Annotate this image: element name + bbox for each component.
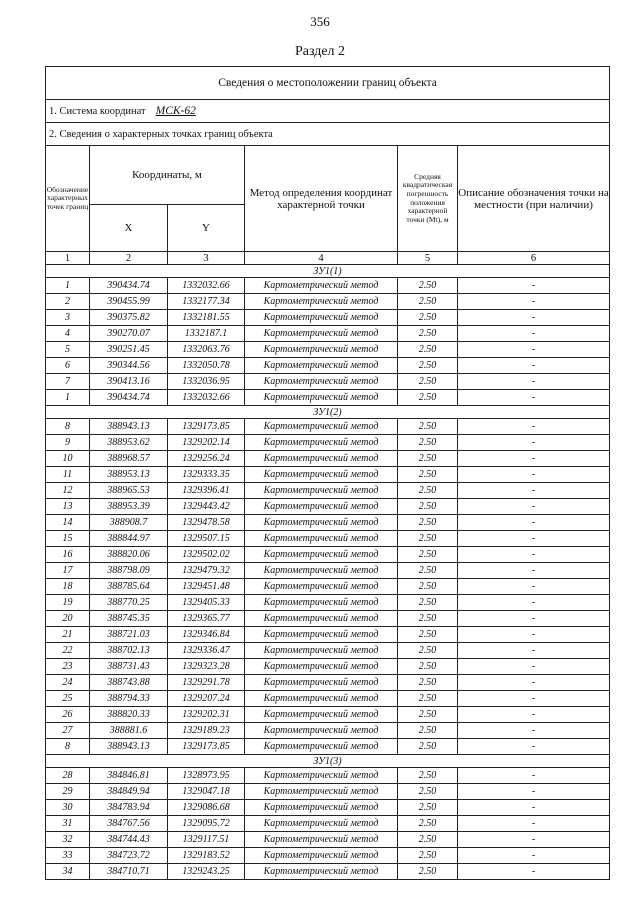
point-id-cell: 12 [46,483,90,499]
method-cell: Картометрический метод [245,723,398,739]
y-cell: 1329478.58 [168,515,245,531]
method-cell: Картометрический метод [245,451,398,467]
x-cell: 388794.33 [90,691,168,707]
x-cell: 384767.56 [90,816,168,832]
table-row [46,659,610,675]
method-cell: Картометрический метод [245,832,398,848]
header-x: X [90,205,168,252]
point-id-cell: 24 [46,675,90,691]
description-cell: - [458,563,610,579]
accuracy-cell: 2.50 [398,294,458,310]
table-row [46,563,610,579]
col-number: 6 [458,252,610,265]
point-id-cell: 22 [46,643,90,659]
accuracy-cell: 2.50 [398,723,458,739]
table-row [46,451,610,467]
x-cell: 388953.13 [90,467,168,483]
y-cell: 1329256.24 [168,451,245,467]
method-cell: Картометрический метод [245,800,398,816]
description-cell: - [458,816,610,832]
point-id-cell: 10 [46,451,90,467]
x-cell: 384846.81 [90,768,168,784]
x-cell: 388798.09 [90,563,168,579]
accuracy-cell: 2.50 [398,374,458,390]
accuracy-cell: 2.50 [398,707,458,723]
col-number: 5 [398,252,458,265]
coord-system-row [46,100,610,123]
x-cell: 384744.43 [90,832,168,848]
method-cell: Картометрический метод [245,419,398,435]
x-cell: 390434.74 [90,390,168,406]
table-row [46,691,610,707]
x-cell: 388820.33 [90,707,168,723]
description-cell: - [458,531,610,547]
description-cell: - [458,390,610,406]
y-cell: 1329202.31 [168,707,245,723]
x-cell: 388702.13 [90,643,168,659]
point-id-cell: 8 [46,739,90,755]
x-cell: 388943.13 [90,739,168,755]
x-cell: 388844.97 [90,531,168,547]
point-id-cell: 23 [46,659,90,675]
table-row [46,739,610,755]
accuracy-cell: 2.50 [398,768,458,784]
table-row [46,595,610,611]
point-id-cell: 4 [46,326,90,342]
points-label: 2. Сведения о характерных точках границ объекта [46,123,610,146]
description-cell: - [458,848,610,864]
x-cell: 384783.94 [90,800,168,816]
method-cell: Картометрический метод [245,483,398,499]
method-cell: Картометрический метод [245,595,398,611]
accuracy-cell: 2.50 [398,515,458,531]
table-row [46,515,610,531]
group-header-row [46,265,610,278]
table-row [46,435,610,451]
method-cell: Картометрический метод [245,848,398,864]
accuracy-cell: 2.50 [398,691,458,707]
y-cell: 1329507.15 [168,531,245,547]
method-cell: Картометрический метод [245,499,398,515]
method-cell: Картометрический метод [245,563,398,579]
y-cell: 1329323.28 [168,659,245,675]
method-cell: Картометрический метод [245,390,398,406]
point-id-cell: 2 [46,294,90,310]
method-cell: Картометрический метод [245,435,398,451]
accuracy-cell: 2.50 [398,419,458,435]
description-cell: - [458,515,610,531]
description-cell: - [458,310,610,326]
col-number: 4 [245,252,398,265]
y-cell: 1329117.51 [168,832,245,848]
x-cell: 390455.99 [90,294,168,310]
description-cell: - [458,419,610,435]
coord-system-label: 1. Система координат [49,106,146,117]
method-cell: Картометрический метод [245,739,398,755]
y-cell: 1329189.23 [168,723,245,739]
x-cell: 390270.07 [90,326,168,342]
table-row [46,723,610,739]
x-cell: 388743.88 [90,675,168,691]
y-cell: 1329451.48 [168,579,245,595]
method-cell: Картометрический метод [245,358,398,374]
point-id-cell: 34 [46,864,90,880]
y-cell: 1329336.47 [168,643,245,659]
x-cell: 390375.82 [90,310,168,326]
table-row [46,326,610,342]
method-cell: Картометрический метод [245,611,398,627]
y-cell: 1329502.02 [168,547,245,563]
y-cell: 1329479.32 [168,563,245,579]
header-coords: Координаты, м [90,146,245,205]
x-cell: 388731.43 [90,659,168,675]
table-row [46,499,610,515]
y-cell: 1329333.35 [168,467,245,483]
point-id-cell: 15 [46,531,90,547]
y-cell: 1329173.85 [168,739,245,755]
point-id-cell: 26 [46,707,90,723]
table-row [46,342,610,358]
header-method: Метод определения координат характерной точки [245,146,398,252]
col-number: 1 [46,252,90,265]
table-row [46,643,610,659]
x-cell: 390251.45 [90,342,168,358]
x-cell: 388881.6 [90,723,168,739]
x-cell: 388953.62 [90,435,168,451]
accuracy-cell: 2.50 [398,675,458,691]
description-cell: - [458,547,610,563]
accuracy-cell: 2.50 [398,595,458,611]
description-cell: - [458,579,610,595]
header-description: Описание обозначения точки на местности (при наличии) [458,146,610,252]
method-cell: Картометрический метод [245,342,398,358]
description-cell: - [458,435,610,451]
method-cell: Картометрический метод [245,547,398,563]
col-number: 3 [168,252,245,265]
description-cell: - [458,483,610,499]
description-cell: - [458,342,610,358]
point-id-cell: 31 [46,816,90,832]
group-label: ЗУ1(1) [46,265,610,278]
y-cell: 1329365.77 [168,611,245,627]
table-row [46,310,610,326]
y-cell: 1329291.78 [168,675,245,691]
table-row [46,848,610,864]
description-cell: - [458,675,610,691]
table-row [46,864,610,880]
y-cell: 1329173.85 [168,419,245,435]
x-cell: 388770.25 [90,595,168,611]
description-cell: - [458,467,610,483]
method-cell: Картометрический метод [245,768,398,784]
point-id-cell: 9 [46,435,90,451]
y-cell: 1332063.76 [168,342,245,358]
method-cell: Картометрический метод [245,643,398,659]
point-id-cell: 16 [46,547,90,563]
point-id-cell: 6 [46,358,90,374]
x-cell: 388745.35 [90,611,168,627]
x-cell: 384710.71 [90,864,168,880]
table-row [46,531,610,547]
y-cell: 1329086.68 [168,800,245,816]
point-id-cell: 3 [46,310,90,326]
table-row [46,800,610,816]
description-cell: - [458,864,610,880]
method-cell: Картометрический метод [245,816,398,832]
accuracy-cell: 2.50 [398,467,458,483]
description-cell: - [458,723,610,739]
method-cell: Картометрический метод [245,374,398,390]
accuracy-cell: 2.50 [398,358,458,374]
section-title: Раздел 2 [294,44,346,59]
table-row [46,707,610,723]
table-row [46,579,610,595]
point-id-cell: 11 [46,467,90,483]
description-cell: - [458,358,610,374]
coord-system-value: МСК-62 [155,105,196,117]
y-cell: 1329443.42 [168,499,245,515]
group-header-row [46,755,610,768]
boundary-points-table [45,66,610,880]
point-id-cell: 30 [46,800,90,816]
point-id-cell: 14 [46,515,90,531]
accuracy-cell: 2.50 [398,784,458,800]
point-id-cell: 20 [46,611,90,627]
table-row [46,768,610,784]
method-cell: Картометрический метод [245,467,398,483]
group-label: ЗУ1(2) [46,406,610,419]
accuracy-cell: 2.50 [398,531,458,547]
y-cell: 1332036.95 [168,374,245,390]
x-cell: 388820.06 [90,547,168,563]
method-cell: Картометрический метод [245,515,398,531]
accuracy-cell: 2.50 [398,627,458,643]
description-cell: - [458,451,610,467]
header-point-id: Обозначение характерных точек границ [46,146,90,252]
method-cell: Картометрический метод [245,707,398,723]
method-cell: Картометрический метод [245,579,398,595]
table-row [46,390,610,406]
accuracy-cell: 2.50 [398,435,458,451]
method-cell: Картометрический метод [245,531,398,547]
header-accuracy: Средняя квадратическая погрешность положения характерной точки (Мt), м [398,146,458,252]
method-cell: Картометрический метод [245,310,398,326]
description-cell: - [458,659,610,675]
table-row [46,627,610,643]
description-cell: - [458,278,610,294]
description-cell: - [458,691,610,707]
point-id-cell: 28 [46,768,90,784]
method-cell: Картометрический метод [245,627,398,643]
method-cell: Картометрический метод [245,326,398,342]
y-cell: 1332181.55 [168,310,245,326]
accuracy-cell: 2.50 [398,800,458,816]
x-cell: 384723.72 [90,848,168,864]
description-cell: - [458,595,610,611]
table-row [46,816,610,832]
table-row [46,483,610,499]
point-id-cell: 29 [46,784,90,800]
accuracy-cell: 2.50 [398,848,458,864]
x-cell: 390344.56 [90,358,168,374]
point-id-cell: 8 [46,419,90,435]
y-cell: 1329207.24 [168,691,245,707]
accuracy-cell: 2.50 [398,310,458,326]
point-id-cell: 17 [46,563,90,579]
group-header-row [46,406,610,419]
table-row [46,278,610,294]
accuracy-cell: 2.50 [398,611,458,627]
description-cell: - [458,643,610,659]
description-cell: - [458,800,610,816]
x-cell: 390434.74 [90,278,168,294]
y-cell: 1329047.18 [168,784,245,800]
method-cell: Картометрический метод [245,784,398,800]
y-cell: 1332187.1 [168,326,245,342]
method-cell: Картометрический метод [245,294,398,310]
description-cell: - [458,627,610,643]
description-cell: - [458,611,610,627]
description-cell: - [458,784,610,800]
point-id-cell: 13 [46,499,90,515]
table-row [46,467,610,483]
description-cell: - [458,739,610,755]
y-cell: 1329202.14 [168,435,245,451]
description-cell: - [458,499,610,515]
y-cell: 1332032.66 [168,390,245,406]
point-id-cell: 33 [46,848,90,864]
accuracy-cell: 2.50 [398,816,458,832]
y-cell: 1329405.33 [168,595,245,611]
header-y: Y [168,205,245,252]
point-id-cell: 7 [46,374,90,390]
accuracy-cell: 2.50 [398,326,458,342]
table-row [46,611,610,627]
table-row [46,832,610,848]
point-id-cell: 27 [46,723,90,739]
x-cell: 388968.57 [90,451,168,467]
table-row [46,374,610,390]
x-cell: 390413.16 [90,374,168,390]
point-id-cell: 1 [46,278,90,294]
group-label: ЗУ1(3) [46,755,610,768]
method-cell: Картометрический метод [245,864,398,880]
x-cell: 388721.03 [90,627,168,643]
point-id-cell: 5 [46,342,90,358]
description-cell: - [458,768,610,784]
x-cell: 384849.94 [90,784,168,800]
table-row [46,294,610,310]
accuracy-cell: 2.50 [398,739,458,755]
accuracy-cell: 2.50 [398,451,458,467]
description-cell: - [458,294,610,310]
accuracy-cell: 2.50 [398,390,458,406]
x-cell: 388908.7 [90,515,168,531]
table-row [46,419,610,435]
accuracy-cell: 2.50 [398,342,458,358]
y-cell: 1329183.52 [168,848,245,864]
accuracy-cell: 2.50 [398,643,458,659]
method-cell: Картометрический метод [245,278,398,294]
y-cell: 1329095.72 [168,816,245,832]
point-id-cell: 21 [46,627,90,643]
page-number: 356 [310,14,330,29]
description-cell: - [458,326,610,342]
col-number: 2 [90,252,168,265]
accuracy-cell: 2.50 [398,563,458,579]
table-row [46,547,610,563]
accuracy-cell: 2.50 [398,278,458,294]
description-cell: - [458,374,610,390]
accuracy-cell: 2.50 [398,832,458,848]
point-id-cell: 19 [46,595,90,611]
x-cell: 388965.53 [90,483,168,499]
method-cell: Картометрический метод [245,691,398,707]
accuracy-cell: 2.50 [398,659,458,675]
point-id-cell: 25 [46,691,90,707]
accuracy-cell: 2.50 [398,579,458,595]
accuracy-cell: 2.50 [398,483,458,499]
y-cell: 1332032.66 [168,278,245,294]
y-cell: 1329396.41 [168,483,245,499]
point-id-cell: 1 [46,390,90,406]
method-cell: Картометрический метод [245,659,398,675]
table-title: Сведения о местоположении границ объекта [46,67,610,100]
y-cell: 1328973.95 [168,768,245,784]
x-cell: 388953.39 [90,499,168,515]
table-body [46,265,610,880]
x-cell: 388785.64 [90,579,168,595]
method-cell: Картометрический метод [245,675,398,691]
y-cell: 1332177.34 [168,294,245,310]
y-cell: 1329243.25 [168,864,245,880]
accuracy-cell: 2.50 [398,547,458,563]
x-cell: 388943.13 [90,419,168,435]
table-row [46,784,610,800]
point-id-cell: 18 [46,579,90,595]
accuracy-cell: 2.50 [398,499,458,515]
y-cell: 1332050.78 [168,358,245,374]
table-row [46,358,610,374]
description-cell: - [458,832,610,848]
accuracy-cell: 2.50 [398,864,458,880]
description-cell: - [458,707,610,723]
point-id-cell: 32 [46,832,90,848]
table-row [46,675,610,691]
y-cell: 1329346.84 [168,627,245,643]
